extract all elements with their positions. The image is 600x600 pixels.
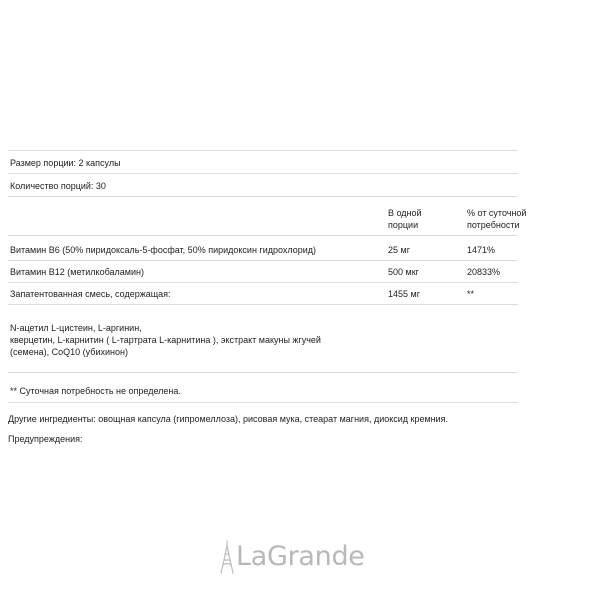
serving-size: Размер порции: 2 капсулы <box>10 158 121 168</box>
nutrient-amount: 1455 мг <box>388 289 420 299</box>
nutrient-name: Витамин B12 (метилкобаламин) <box>10 267 144 277</box>
divider-line <box>8 150 518 151</box>
watermark-logo <box>218 539 388 575</box>
warnings-heading: Предупреждения: <box>8 434 83 444</box>
divider-line <box>8 402 518 403</box>
nutrient-amount: 500 мкг <box>388 267 419 277</box>
column-header-daily-value: % от суточной потребности <box>467 208 527 230</box>
divider-line <box>8 196 518 197</box>
divider-line <box>8 173 518 174</box>
other-ingredients: Другие ингредиенты: овощная капсула (гипромеллоза), рисовая мука, стеарат магния, диоксид кремния. <box>8 414 449 424</box>
nutrient-amount: 25 мг <box>388 245 410 255</box>
divider-line <box>8 282 518 283</box>
nutrient-daily-value: ** <box>467 289 475 299</box>
divider-line <box>8 304 518 305</box>
nutrient-daily-value: 20833% <box>467 267 501 277</box>
blend-components: N-ацетил L-цистеин, L-аргинин, кверцетин, L-карнитин ( L-тартрата L-карнитина ), экстракт макуны жгучей (семена), CoQ10 (убихинон) <box>10 323 321 357</box>
watermark-text: LaGrande <box>236 541 365 572</box>
eiffel-tower-icon <box>218 540 236 574</box>
column-header-per-serving: В одной порции <box>388 208 422 230</box>
divider-line <box>8 235 518 236</box>
servings-count: Количество порций: 30 <box>10 181 106 191</box>
nutrient-name: Витамин B6 (50% пиридоксаль-5-фосфат, 50% пиридоксин гидрохлорид) <box>10 245 317 255</box>
nutrient-daily-value: 1471% <box>467 245 496 255</box>
divider-line <box>8 260 518 261</box>
divider-line <box>8 372 518 373</box>
footnote: ** Суточная потребность не определена. <box>10 386 181 396</box>
nutrient-name: Запатентованная смесь, содержащая: <box>10 289 171 299</box>
